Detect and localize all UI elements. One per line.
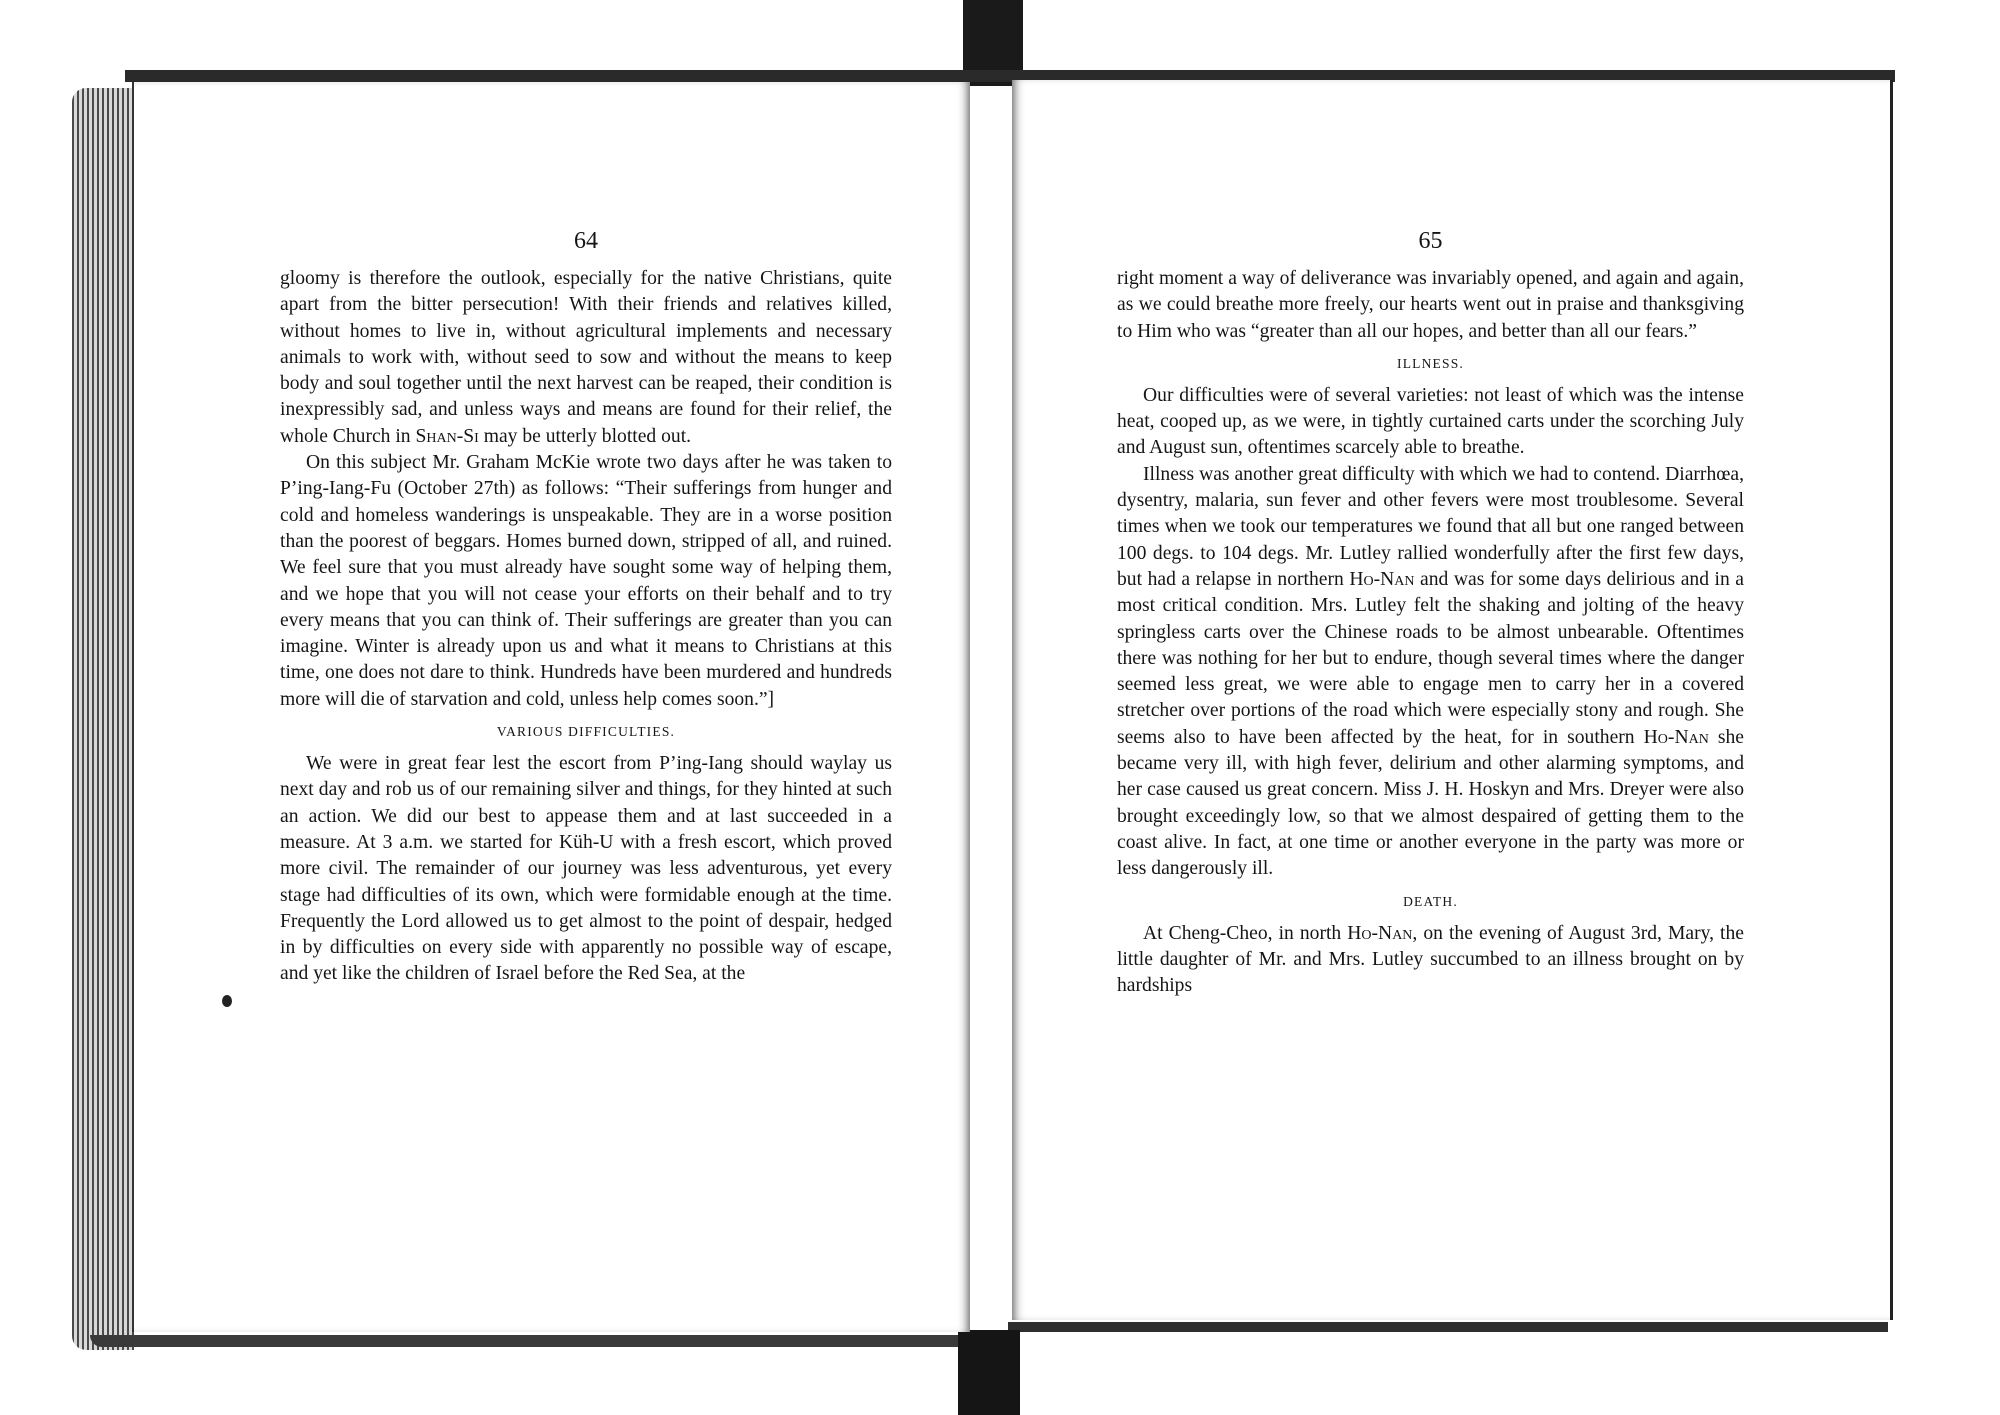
section-heading-death: DEATH. <box>1403 893 1458 909</box>
right-page-text-column <box>1117 226 1744 999</box>
paragraph-text: Illness was another great difficulty with which we had to contend. Diarrhœa, dysentry, malaria, sun fever and other fevers were most troublesome. Several times when we took our temperatures we found that all but one ranged between 100 degs. to 104 degs. Mr. Lutley rallied wonderfully after the first few days, but had a relapse in northern <box>1117 463 1744 590</box>
paragraph <box>1117 921 1744 1000</box>
right-page <box>1012 80 1893 1320</box>
paragraph-text: she became very ill, with high fever, delirium and other alarming symptoms, and her case caused us great concern. Miss J. H. Hoskyn and Mrs. Dreyer were also brought exceedingly low, so that we almost despaired of getting them to the coast alive. In fact, at one time or another everyone in the party was more or less dangerously ill. <box>1117 726 1744 880</box>
book-page-edges <box>72 88 134 1350</box>
book-spine-bottom <box>958 1330 1020 1415</box>
page-number-left: 64 <box>574 228 598 254</box>
section-heading-illness: ILLNESS. <box>1397 355 1464 371</box>
ink-speck <box>222 995 232 1007</box>
book-cover-bottom-left <box>90 1335 970 1347</box>
paragraph: On this subject Mr. Graham McKie wrote two days after he was taken to P’ing-Iang-Fu (October 27th) as follows: “Their sufferings from hunger and cold and homeless wanderings is unspeakable. They are in a worse position than the poorest of beggars. Homes burned down, stripped of all, and ruined. We feel sure that you must already have sought some way of helping them, and we hope that you will not cease your efforts on their behalf and to try every means that you can think of. Their sufferings are greater than you can imagine. Winter is already upon us and what it means to Christians at this time, one does not dare to think. Hundreds have been murdered and hundreds more will die of starvation and cold, unless help comes soon.”] <box>280 452 892 710</box>
paragraph-text: and was for some days delirious and in a most critical condition. Mrs. Lutley felt the shaking and jolting of the heavy springless carts over the Chinese roads to be almost unbearable. Oftentimes there was nothing for her but to endure, though several times where the danger seemed less great, we were able to engage men to carry her in a covered stretcher over portions of the road which were especially stony and rough. She seems also to have been affected by the heat, for in southern <box>1117 568 1744 748</box>
book-cover-bottom-right <box>1008 1322 1888 1332</box>
paragraph-text: At Cheng-Cheo, in north <box>1143 922 1342 944</box>
place-name: Ho-Nan <box>1349 568 1415 590</box>
place-name: Ho-Nan <box>1643 726 1709 748</box>
place-name: Ho-Nan <box>1347 922 1413 944</box>
paragraph <box>280 266 892 450</box>
place-name: Shan-Si <box>415 425 479 447</box>
paragraph: right moment a way of deliverance was invariably opened, and again and again, as we could breathe more freely, our hearts went out in praise and thanksgiving to Him who was “greater than all our hopes, and better than all our fears.” <box>1117 268 1744 342</box>
left-page <box>132 82 970 1332</box>
section-heading: VARIOUS DIFFICULTIES. <box>496 724 676 740</box>
paragraph-text: , on the evening of August 3rd, Mary, the little daughter of Mr. and Mrs. Lutley succumbed to an illness brought on by hardships <box>1117 922 1744 997</box>
paragraph-text: may be utterly blotted out. <box>483 425 692 447</box>
paragraph <box>1117 462 1744 883</box>
paragraph: We were in great fear lest the escort from P’ing-Iang should waylay us next day and rob us of our remaining silver and things, for they hinted at such an action. We did our best to appease them and at last succeeded in a measure. At 3 a.m. we started for Küh-U with a fresh escort, which proved more civil. The remainder of our journey was less adventurous, yet every stage had difficulties of its own, which were formidable enough at the time. Frequently the Lord allowed us to get almost to the point of despair, hedged in by difficulties on every side with apparently no possible way of escape, and yet like the children of Israel before the Red Sea, at the <box>280 753 892 985</box>
paragraph: Our difficulties were of several varieties: not least of which was the intense heat, cooped up, as we were, in tightly curtained carts under the scorching July and August sun, oftentimes scarcely able to breathe. <box>1117 384 1744 459</box>
paragraph-text: gloomy is therefore the outlook, especially for the native Christians, quite apart from the bitter persecution! With their friends and relatives killed, without homes to live in, without agricultural implements and necessary animals to work with, without seed to sow and without the means to keep body and soul together until the next harvest can be reaped, their condition is inexpressibly sad, and unless ways and means are found for their relief, the whole Church in <box>280 268 892 447</box>
left-page-text-column <box>280 226 892 988</box>
page-number-right: 65 <box>1418 228 1443 254</box>
